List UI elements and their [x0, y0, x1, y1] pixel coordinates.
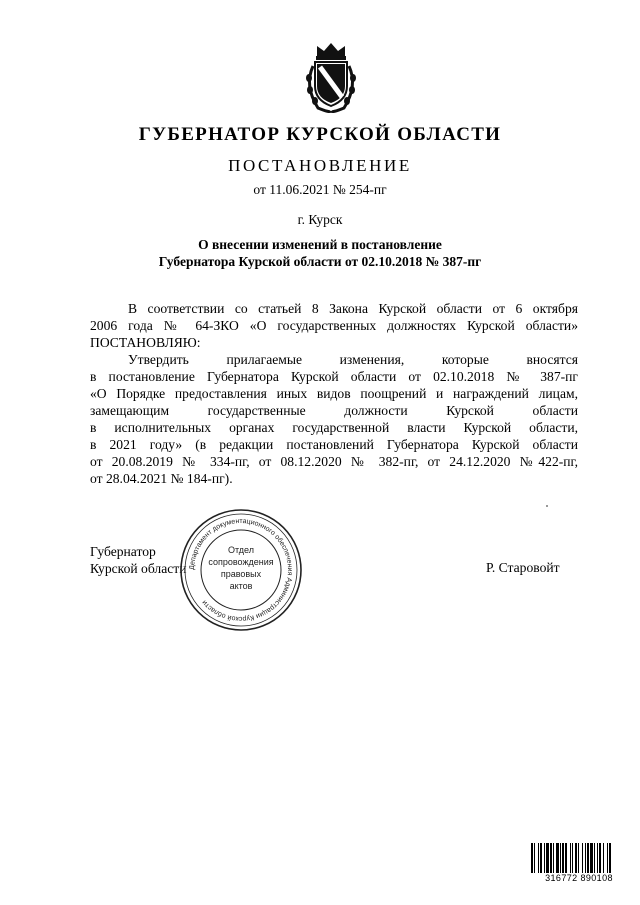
stamp-ring-text: Департамент документационного обеспечения Администрации Курской области	[188, 517, 294, 623]
stamp-seal-icon	[176, 505, 306, 635]
stamp-center-line: правовых	[220, 569, 262, 579]
body-line: в постановление Губернатора Курской области от 02.10.2018 № 387-пг	[90, 369, 578, 384]
body-line: замещающим государственные должности Курской области	[90, 403, 578, 418]
body-line: «О Порядке предоставления иных видов поощрений и награждений лицам,	[90, 386, 578, 401]
body-line: В соответствии со статьей 8 Закона Курской области от 6 октября	[128, 301, 578, 316]
body-paragraph-1	[90, 300, 578, 351]
scan-speck	[546, 505, 548, 507]
document-date-number: от 11.06.2021 № 254-пг	[253, 182, 387, 197]
document-place: г. Курск	[297, 212, 343, 227]
body-line: в 2021 году» (в редакции постановлений Губернатора Курской области	[90, 437, 578, 452]
stamp-center-line: сопровождения	[208, 557, 274, 567]
document-subject	[0, 236, 640, 270]
body-line: от 20.08.2019 № 334-пг, от 08.12.2020 № 382-пг, от 24.12.2020 №422-пг,	[90, 454, 578, 469]
subject-line: Губернатора Курской области от 02.10.2018 № 387-пг	[158, 254, 482, 269]
signature-position	[90, 543, 187, 577]
subject-line: О внесении изменений в постановление	[198, 237, 442, 252]
body-line: от 28.04.2021 № 184-пг).	[90, 471, 233, 486]
stamp-center-line: Отдел	[227, 545, 255, 555]
governor-title: ГУБЕРНАТОР КУРСКОЙ ОБЛАСТИ	[138, 124, 502, 145]
barcode-number: 316772 890108	[545, 873, 613, 883]
body-line: ПОСТАНОВЛЯЮ:	[90, 335, 201, 350]
signature-position-line: Губернатор	[90, 544, 156, 559]
signature-name: Р. Старовойт	[486, 560, 560, 575]
document-type: ПОСТАНОВЛЕНИЕ	[228, 156, 412, 175]
stamp-center-line: актов	[229, 581, 253, 591]
official-stamp	[176, 505, 306, 635]
kursk-coat-of-arms-icon	[300, 42, 362, 114]
body-paragraph-2	[90, 351, 578, 487]
body-line: 2006 года № 64-ЗКО «О государственных должностях Курской области»	[90, 318, 578, 333]
coat-of-arms-emblem	[300, 42, 362, 114]
barcode-icon	[530, 843, 628, 873]
body-line: Утвердить прилагаемые изменения, которые вносятся	[128, 352, 578, 367]
barcode	[530, 843, 628, 873]
body-line: в исполнительных органах государственной власти Курской области,	[90, 420, 578, 435]
signature-position-line: Курской области	[90, 561, 187, 576]
